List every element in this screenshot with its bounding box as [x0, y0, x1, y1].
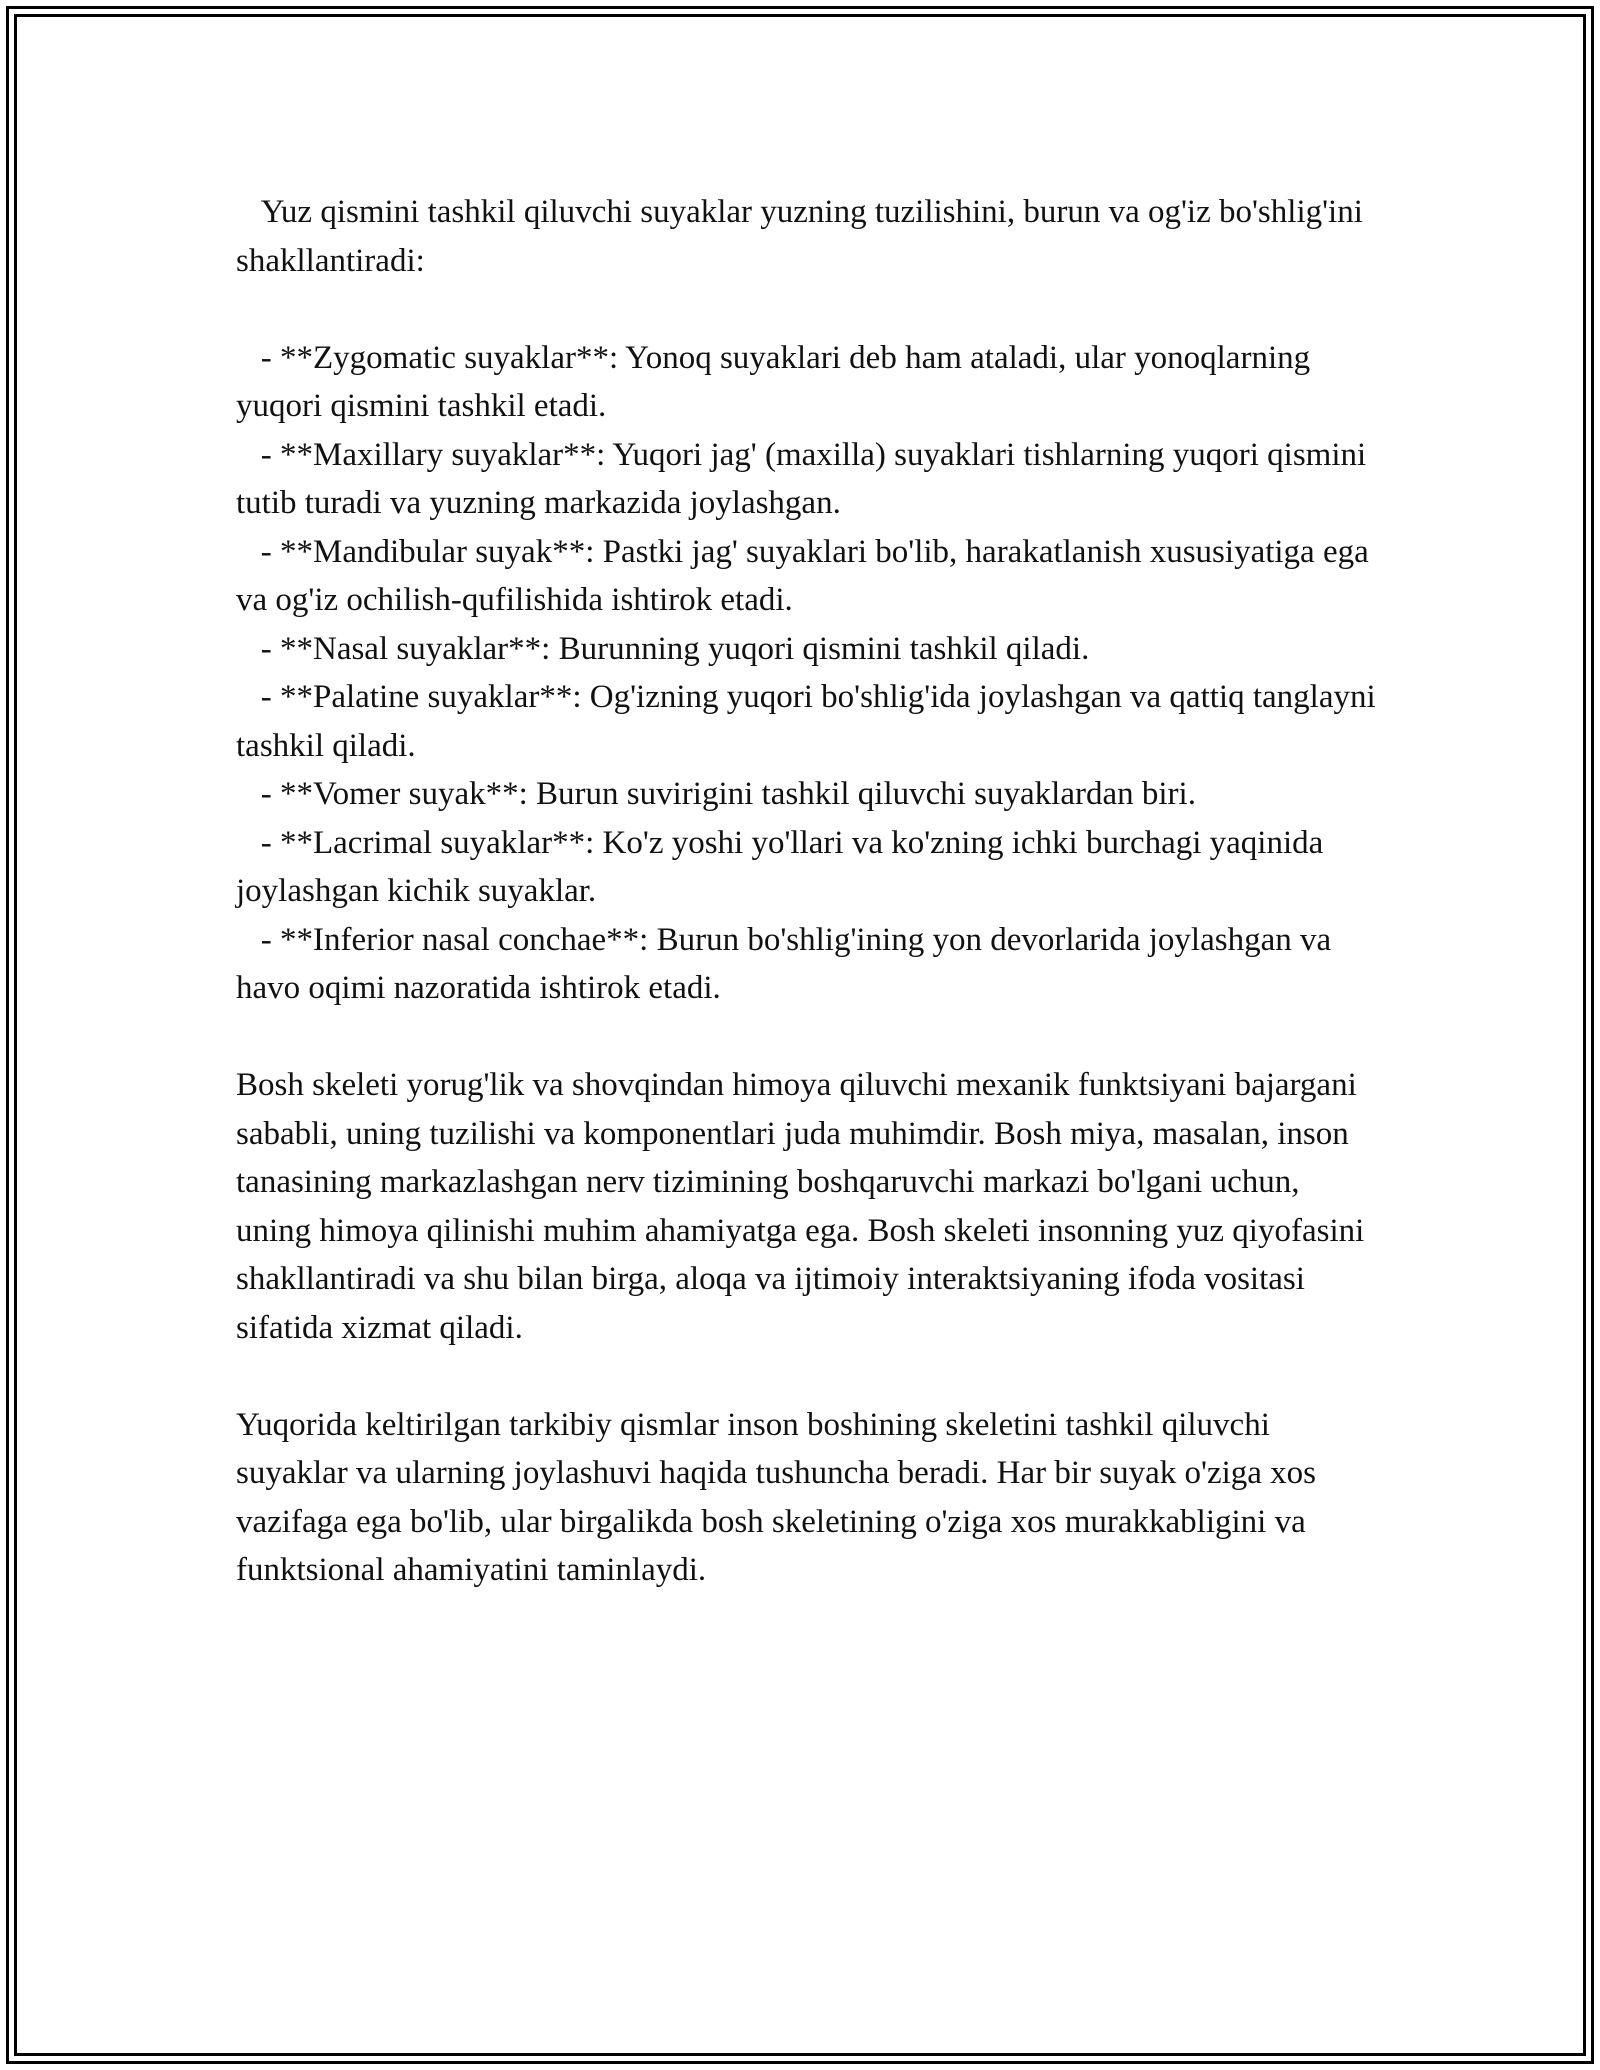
spacer [236, 1352, 1376, 1401]
list-item: - **Palatine suyaklar**: Og'izning yuqori bo'shlig'ida joylashgan va qattiq tanglayni tashkil qiladi. [236, 679, 1384, 764]
intro-paragraph: Yuz qismini tashkil qiluvchi suyaklar yuzning tuzilishini, burun va og'iz bo'shlig'ini shakllantiradi: [236, 194, 1372, 279]
body-paragraph: Bosh skeleti yorug'lik va shovqindan himoya qiluvchi mexanik funktsiyani bajargani sababli, uning tuzilishi va komponentlari juda muhimdir. Bosh miya, masalan, inson tanasining markazlashgan nerv tizimining boshqaruvchi markazi bo'lgani uchun, uning himoya qilinishi muhim ahamiyatga ega. Bosh skeleti insonning yuz qiyofasini shakllantiradi va shu bilan birga, aloqa va ijtimoiy interaktsiyaning ifoda vositasi sifatida xizmat qiladi. [236, 1067, 1373, 1346]
spacer [236, 1013, 1376, 1062]
spacer [236, 285, 1376, 334]
list-item: - **Zygomatic suyaklar**: Yonoq suyaklari deb ham ataladi, ular yonoqlarning yuqori qismini tashkil etadi. [236, 339, 1319, 424]
list-item: - **Lacrimal suyaklar**: Ko'z yoshi yo'llari va ko'zning ichki burchagi yaqinida joylashgan kichik suyaklar. [236, 824, 1332, 909]
body-paragraph: Yuqorida keltirilgan tarkibiy qismlar inson boshining skeletini tashkil qiluvchi suyaklar va ularning joylashuvi haqida tushuncha beradi. Har bir suyak o'ziga xos vazifaga ega bo'lib, ular birgalikda bosh skeletining o'ziga xos murakkabligini va funktsional ahamiyatini taminlaydi. [236, 1406, 1325, 1588]
list-item: - **Mandibular suyak**: Pastki jag' suyaklari bo'lib, harakatlanish xususiyatiga ega va og'iz ochilish-qufilishida ishtirok etadi. [236, 533, 1377, 618]
bone-list [236, 334, 1384, 1013]
list-item: - **Vomer suyak**: Burun suvirigini tashkil qiluvchi suyaklardan biri. [236, 776, 1196, 812]
document-body [236, 188, 1384, 1595]
list-item: - **Nasal suyaklar**: Burunning yuqori qismini tashkil qiladi. [236, 630, 1090, 667]
list-item: - **Maxillary suyaklar**: Yuqori jag' (maxilla) suyaklari tishlarning yuqori qismini tutib turadi va yuzning markazida joylashgan. [236, 436, 1375, 521]
list-item: - **Inferior nasal conchae**: Burun bo'shlig'ining yon devorlarida joylashgan va havo oqimi nazoratida ishtirok etadi. [236, 921, 1340, 1006]
